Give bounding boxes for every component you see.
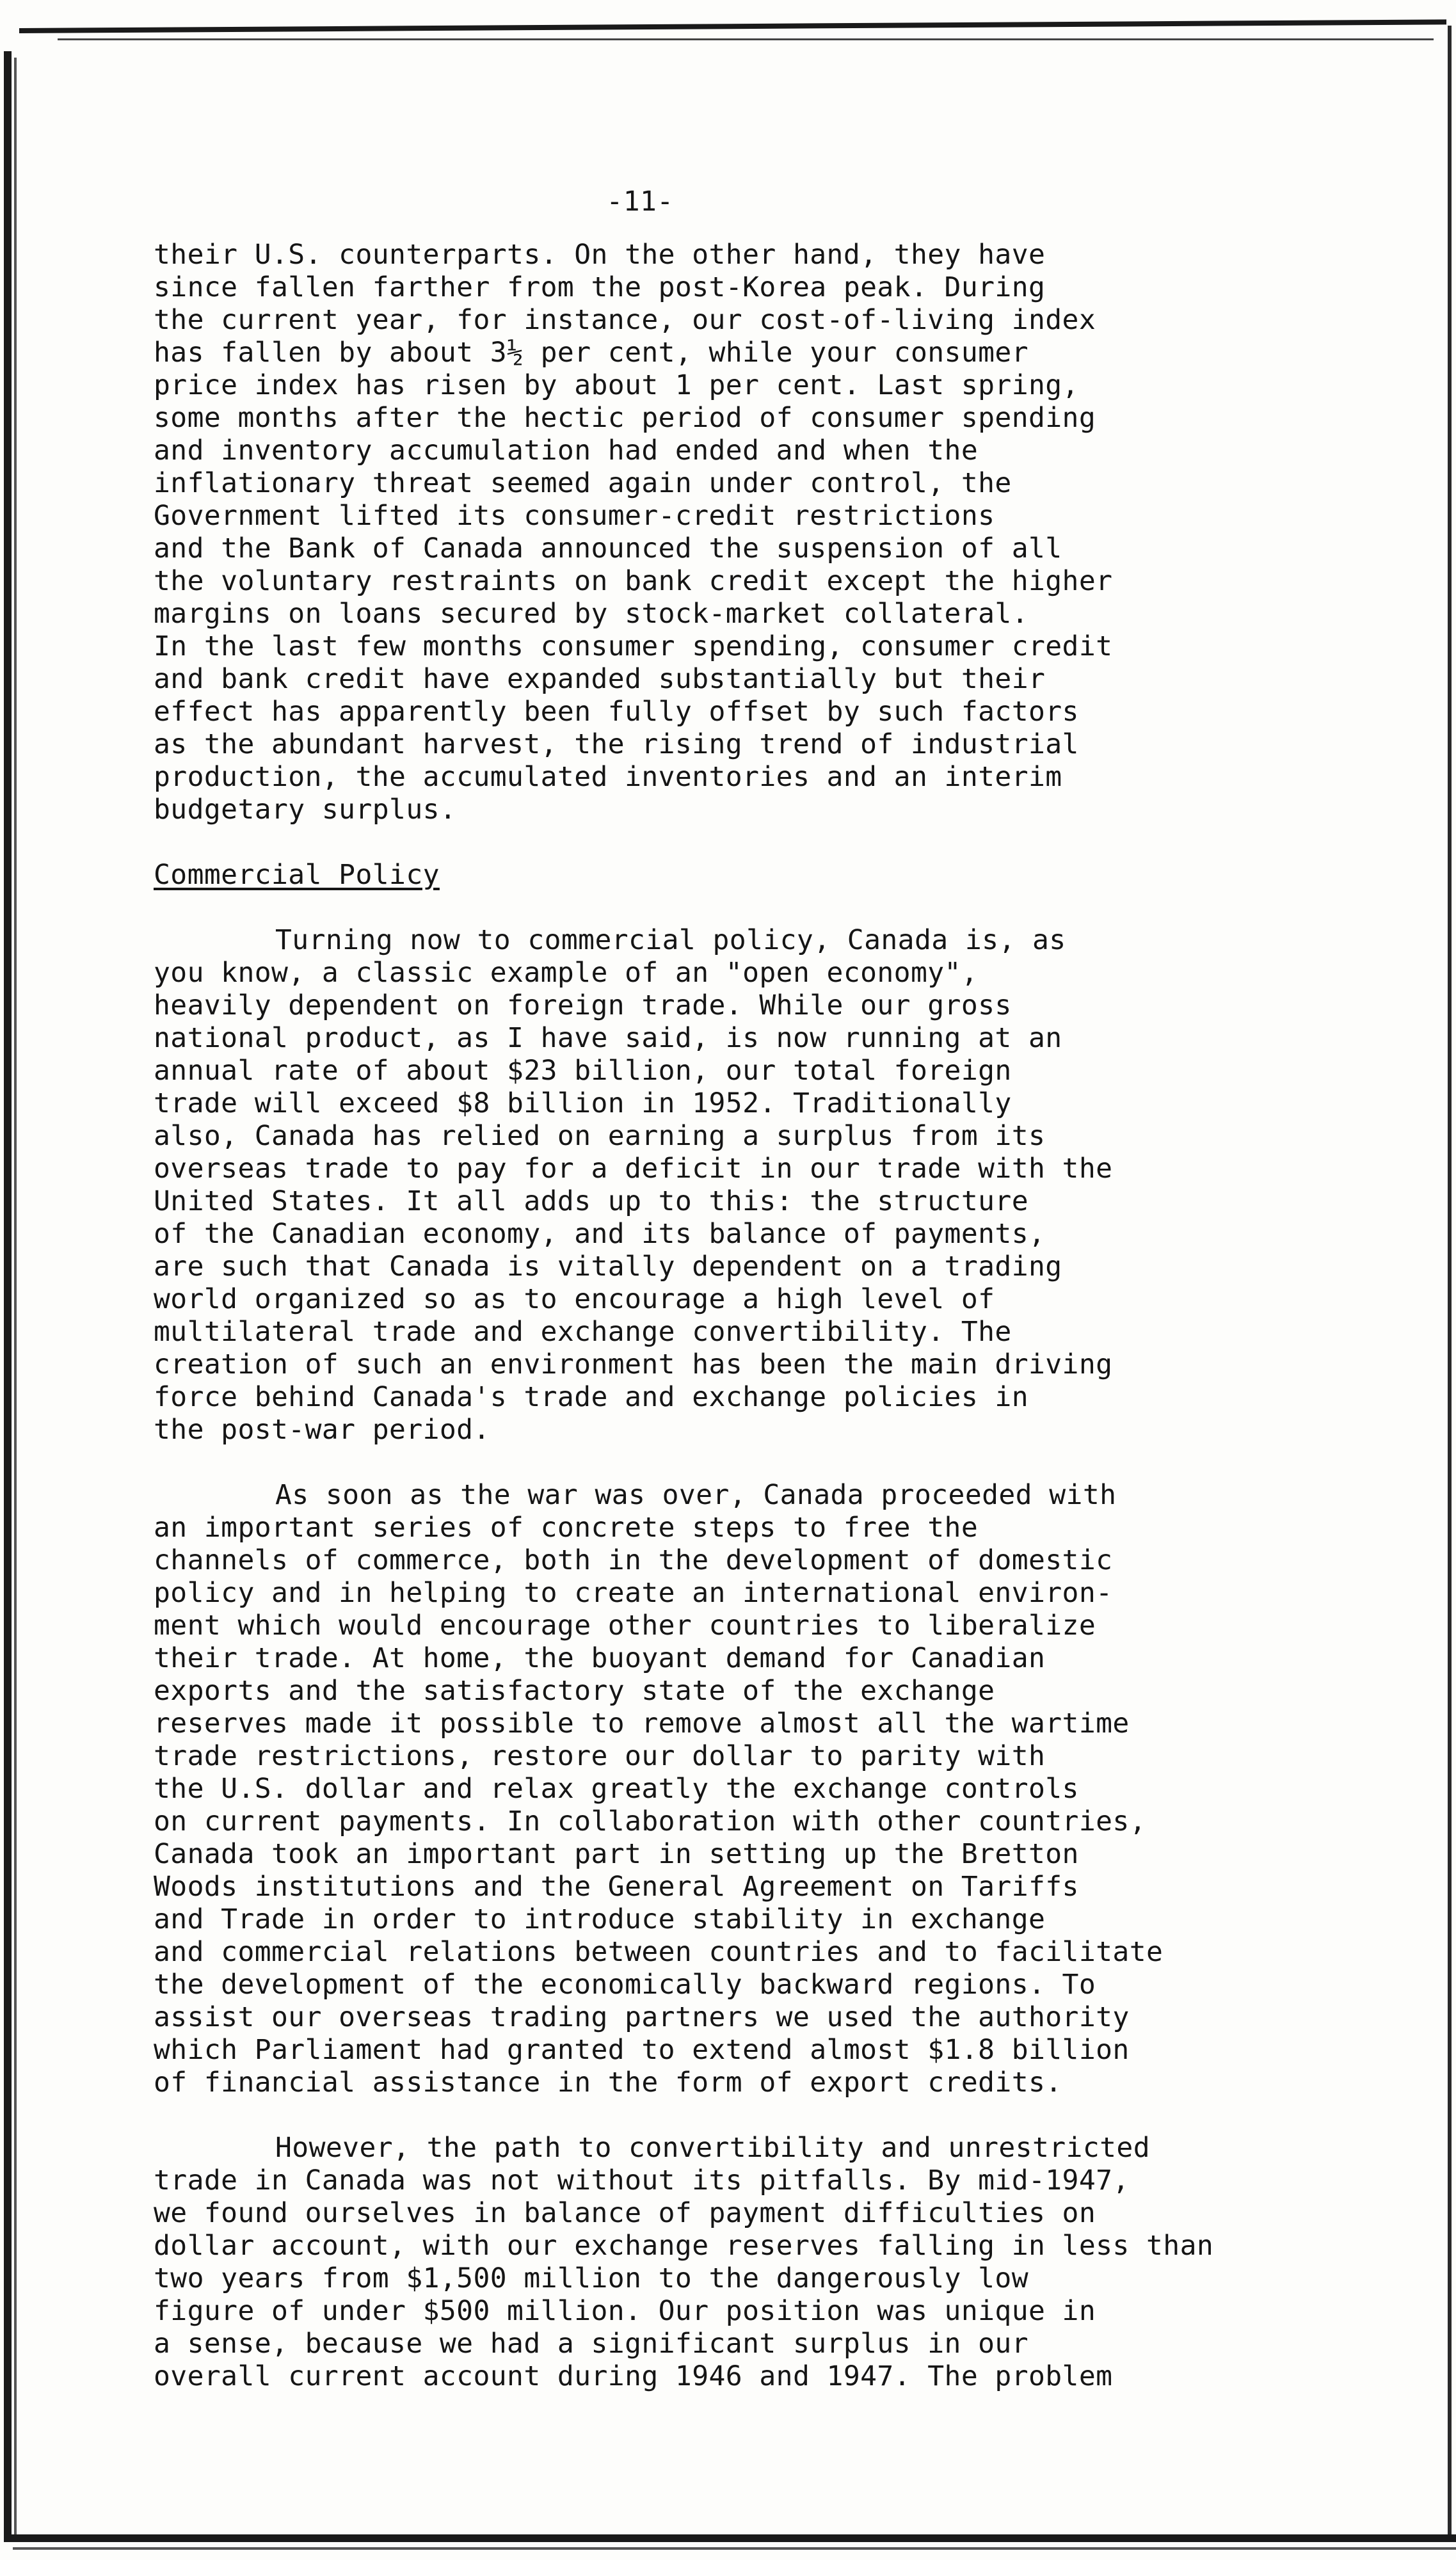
section-heading: Commercial Policy: [154, 859, 440, 891]
page-border-bottom: [4, 2534, 1456, 2542]
page-border-left-inner: [14, 58, 17, 2541]
document-body: [154, 186, 1408, 2393]
paragraph-commercial-policy: Turning now to commercial policy, Canada is, as you know, a classic example of an "open economy", heavily dependent on foreign trade. While our gross national product, as I have said, is now running at an annual rate of about $23 billion, our total foreign trade will exceed $8 billion in 1952. Traditionally also, Canada has relied on earning a surplus from its overseas trade to pay for a deficit in our trade with the United States. It all adds up to this: the structure of the Canadian economy, and its balance of payments, are such that Canada is vitally dependent on a trading world organized so as to encourage a high level of multilateral trade and exchange convertibility. The creation of such an environment has been the main driving force behind Canada's trade and exchange policies in the post-war period.: [154, 924, 1113, 1446]
page-border-left: [4, 51, 12, 2541]
paragraph-post-war-steps: As soon as the war was over, Canada proceeded with an important series of concrete steps to free the channels of commerce, both in the development of domestic policy and in helping to create an international environ- ment which would encourage other countries to liberalize their trade. At home, the buoyant demand for Canadian exports and the satisfactory state of the exchange reserves made it possible to remove almost all the wartime trade restrictions, restore our dollar to parity with the U.S. dollar and relax greatly the exchange controls on current payments. In collaboration with other countries, Canada took an important part in setting up the Bretton Woods institutions and the General Agreement on Tariffs and Trade in order to introduce stability in exchange and commercial relations between countries and to facilitate the development of the economically backward regions. To assist our overseas trading partners we used the authority which Parliament had granted to extend almost $1.8 billion of financial assistance in the form of export credits.: [154, 1479, 1164, 2099]
page-border-top: [19, 19, 1446, 33]
page-border-right: [1448, 26, 1452, 2541]
page-border-top-inner: [58, 38, 1434, 40]
page-number: -11-: [606, 186, 674, 218]
paragraph-convertibility: However, the path to convertibility and unrestricted trade in Canada was not without its pitfalls. By mid-1947, we found ourselves in balance of payment difficulties on dollar account, with our exchange reserves falling in less than two years from $1,500 million to the dangerously low figure of under $500 million. Our position was unique in a sense, because we had a significant surplus in our overall current account during 1946 and 1947. The problem: [154, 2132, 1214, 2392]
paragraph-continuation: their U.S. counterparts. On the other hand, they have since fallen farther from the post-Korea peak. During the current year, for instance, our cost-of-living index has fallen by about 3½ per cent, while your consumer price index has risen by about 1 per cent. Last spring, some months after the hectic period of consumer spending and inventory accumulation had ended and when the inflationary threat seemed again under control, the Government lifted its consumer-credit restrictions and the Bank of Canada announced the suspension of all the voluntary restraints on bank credit except the higher margins on loans secured by stock-market collateral. In the last few months consumer spending, consumer credit and bank credit have expanded substantially but their effect has apparently been fully offset by such factors as the abundant harvest, the rising trend of industrial production, the accumulated inventories and an interim budgetary surplus.: [154, 239, 1113, 826]
page-border-bottom-inner: [13, 2547, 1456, 2550]
